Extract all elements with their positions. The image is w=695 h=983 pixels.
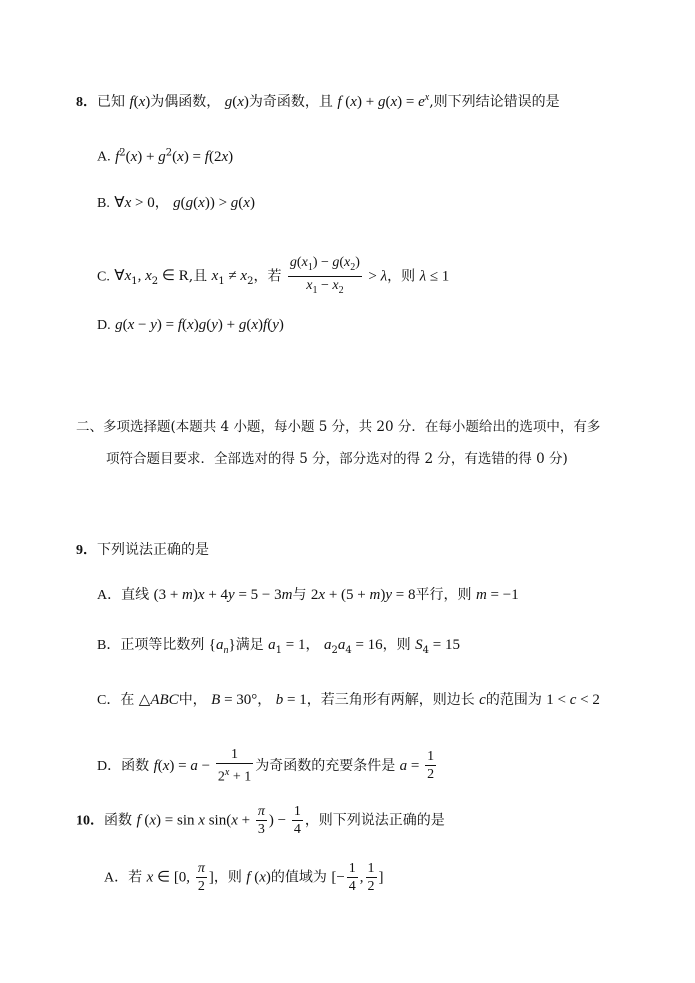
stem-text: ，则下列说法正确的是	[304, 812, 445, 829]
option-8B[interactable]	[97, 193, 255, 214]
option-10A[interactable]: A．若 x ∈ [0, $\frac{\pi}{2}$ ]，则 f (x)的值域为 [− $\frac{1}{4}$ , $\frac{1}{2}$ ]	[104, 861, 384, 894]
question-8-stem: 8．已知 f(x)为偶函数， g(x)为奇函数，且 f $(x) + g(x) = e^x$,则下列结论错误的是	[76, 92, 560, 110]
option-text: ，	[257, 692, 272, 708]
question-number: 9．	[76, 543, 97, 558]
formula: m = −1	[475, 587, 519, 603]
option-text: 中，	[178, 692, 207, 708]
option-text: 平行，则	[415, 587, 472, 603]
formula: $x_1 \ne x_2$	[211, 268, 254, 288]
fraction: $\frac{\pi}{3}$	[257, 804, 265, 837]
formula: $\forall x_1$, $x_2$ ∈ R	[114, 268, 189, 288]
fraction: $\frac{\pi}{2}$	[197, 861, 205, 894]
question-number: 10．	[76, 813, 104, 829]
formula-gx: g	[224, 94, 233, 110]
formula: (3 + m)x + 4y = 5 − 3m	[153, 587, 293, 603]
question-9-stem	[76, 540, 209, 561]
option-text: 的范围为	[485, 692, 542, 708]
option-label: A．	[104, 870, 129, 886]
option-9D[interactable]: D．函数 f(x) = a − $\frac{1}{2^x + 1}$ 为奇函数的充要条件是 a = $\frac{1}{2}$	[97, 747, 435, 785]
option-text: 直线	[121, 587, 150, 603]
option-text: 正项等比数列	[120, 637, 205, 653]
option-label: D．	[97, 758, 122, 774]
section-2-header-line2: 项符合题目要求．全部选对的得 5 分，部分选对的得 2 分，有选错的得 0 分)	[106, 451, 568, 467]
option-text: 为奇函数的充要条件是	[255, 757, 396, 774]
option-text: ,且	[188, 268, 208, 285]
option-text: 函数	[121, 757, 150, 774]
section-2-header-line1: 二、多项选择题(本题共 4 小题，每小题 5 分，共 20 分．在每小题给出的选项中，有多	[76, 419, 601, 435]
option-text: 与	[292, 587, 307, 603]
formula: ∀x > 0	[114, 195, 155, 211]
formula: g(x − y) = f(x)g(y) + g(x)f(y)	[115, 317, 284, 333]
option-label: B.	[97, 196, 110, 211]
question-number: 8．	[76, 95, 97, 110]
option-text: 在	[120, 692, 135, 708]
option-text: ，则	[387, 268, 416, 285]
stem-text: 为奇函数，且	[248, 94, 333, 110]
option-8D[interactable]	[97, 315, 284, 336]
option-text: ，则	[213, 869, 242, 886]
option-label: A．	[97, 588, 122, 603]
option-9B[interactable]: B．正项等比数列 $\{a_n\}$满足 $a_1 = 1$， $a_2a_4 = 16$，则 $S_4 = 15$	[97, 637, 460, 656]
formula: g(g(x)) > g(x)	[173, 195, 255, 211]
stem-text: 为偶函数，	[150, 94, 221, 110]
option-text: 满足	[235, 637, 264, 653]
option-label: A.	[97, 149, 111, 165]
stem-text: ,则下列结论错误的是	[429, 94, 560, 110]
fraction: $\frac{1}{2^x + 1}$	[217, 747, 252, 785]
formula-sum: f $(x) + g(x) = e^x$	[337, 92, 430, 110]
fraction: $\frac{1}{4}$	[293, 804, 301, 837]
option-text: ，若三角形有两解，则边长	[306, 692, 475, 708]
option-label: C.	[97, 269, 110, 285]
fraction: $\frac{g(x_1) - g(x_2)}{x_1 - x_2}$	[289, 255, 360, 296]
option-8C[interactable]: C. $\forall x_1$, $x_2$ ∈ R,且 $x_1 \ne x_2$，若 $\frac{g(x_1) - g(x_2)}{x_1 - x_2}$ > λ，则 λ ≤ 1	[97, 254, 449, 299]
formula: $f^2(x) + g^2(x) = f(2x)$	[115, 147, 234, 165]
formula: 2x + (5 + m)y = 8	[310, 587, 416, 603]
fraction: $\frac{1}{4}$	[348, 861, 356, 894]
option-label: B．	[97, 638, 121, 653]
option-9C[interactable]: C．在 △ABC中， B = 30°， b = 1，若三角形有两解，则边长 c的范围为 1 < c < 2	[97, 692, 600, 708]
option-text: ，则	[382, 637, 411, 653]
option-9A[interactable]	[97, 585, 519, 606]
stem-text: 函数	[104, 812, 132, 829]
option-text: 若	[128, 869, 143, 886]
fraction: $\frac{1}{2}$	[427, 749, 435, 783]
fraction: $\frac{1}{2}$	[367, 861, 375, 894]
formula-fx: f	[129, 94, 134, 110]
option-label: D.	[97, 318, 111, 333]
option-text: ，若	[253, 268, 282, 285]
stem-text: 已知	[97, 94, 125, 110]
option-label: C．	[97, 693, 121, 708]
option-text: ，	[305, 637, 320, 653]
option-8A[interactable]	[97, 143, 233, 168]
option-text: ，	[154, 195, 169, 211]
option-text: 的值域为	[270, 869, 327, 886]
stem-text: 下列说法正确的是	[97, 542, 209, 558]
question-10-stem: 10．函数 f (x) = sin x sin(x + $\frac{\pi}{3}$ ) − $\frac{1}{4}$ ，则下列说法正确的是	[76, 804, 445, 837]
